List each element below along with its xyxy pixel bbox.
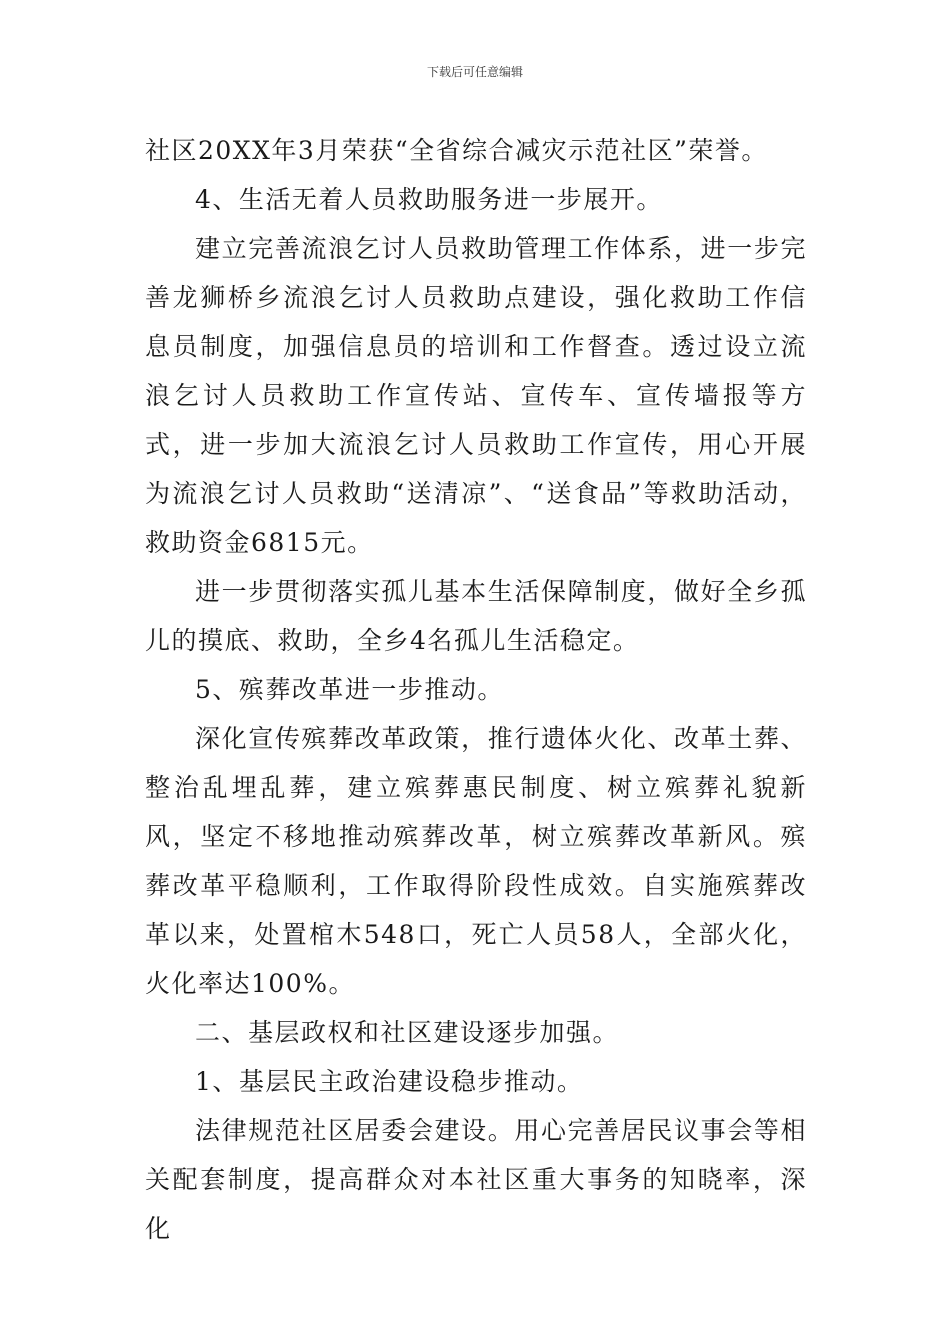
heading-item-1: 1、基层民主政治建设稳步推动。 [195,1067,584,1096]
heading-item-5: 5、殡葬改革进一步推动。 [195,675,504,704]
paragraph-orphans: 进一步贯彻落实孤儿基本生活保障制度，做好全乡孤儿的摸底、救助，全乡4名孤儿生活稳定。 [145,577,807,655]
heading-item-4: 4、生活无着人员救助服务进一步展开。 [195,185,663,214]
paragraph-relief-system: 建立完善流浪乞讨人员救助管理工作体系，进一步完善龙狮桥乡流浪乞讨人员救助点建设，强化救助工作信息员制度，加强信息员的培训和工作督查。透过设立流浪乞讨人员救助工作宣传站、宣传车、宣传墙报等方式，进一步加大流浪乞讨人员救助工作宣传，用心开展为流浪乞讨人员救助“送清凉”、“送食品”等救助活动，救助资金6815元。 [145,234,807,557]
page-header: 下载后可任意编辑 [426,65,523,79]
document-body [145,126,807,1253]
paragraph-award: 社区20XX年3月荣获“全省综合减灾示范社区”荣誉。 [145,136,768,165]
heading-section-2: 二、基层政权和社区建设逐步加强。 [195,1018,620,1047]
paragraph-community-committee: 法律规范社区居委会建设。用心完善居民议事会等相关配套制度，提高群众对本社区重大事务的知晓率，深化 [145,1116,807,1243]
paragraph-funeral-reform: 深化宣传殡葬改革政策，推行遗体火化、改革土葬、整治乱埋乱葬，建立殡葬惠民制度、树立殡葬礼貌新风，坚定不移地推动殡葬改革，树立殡葬改革新风。殡葬改革平稳顺利，工作取得阶段性成效。自实施殡葬改革以来，处置棺木548口，死亡人员58人，全部火化，火化率达100%。 [145,724,807,998]
